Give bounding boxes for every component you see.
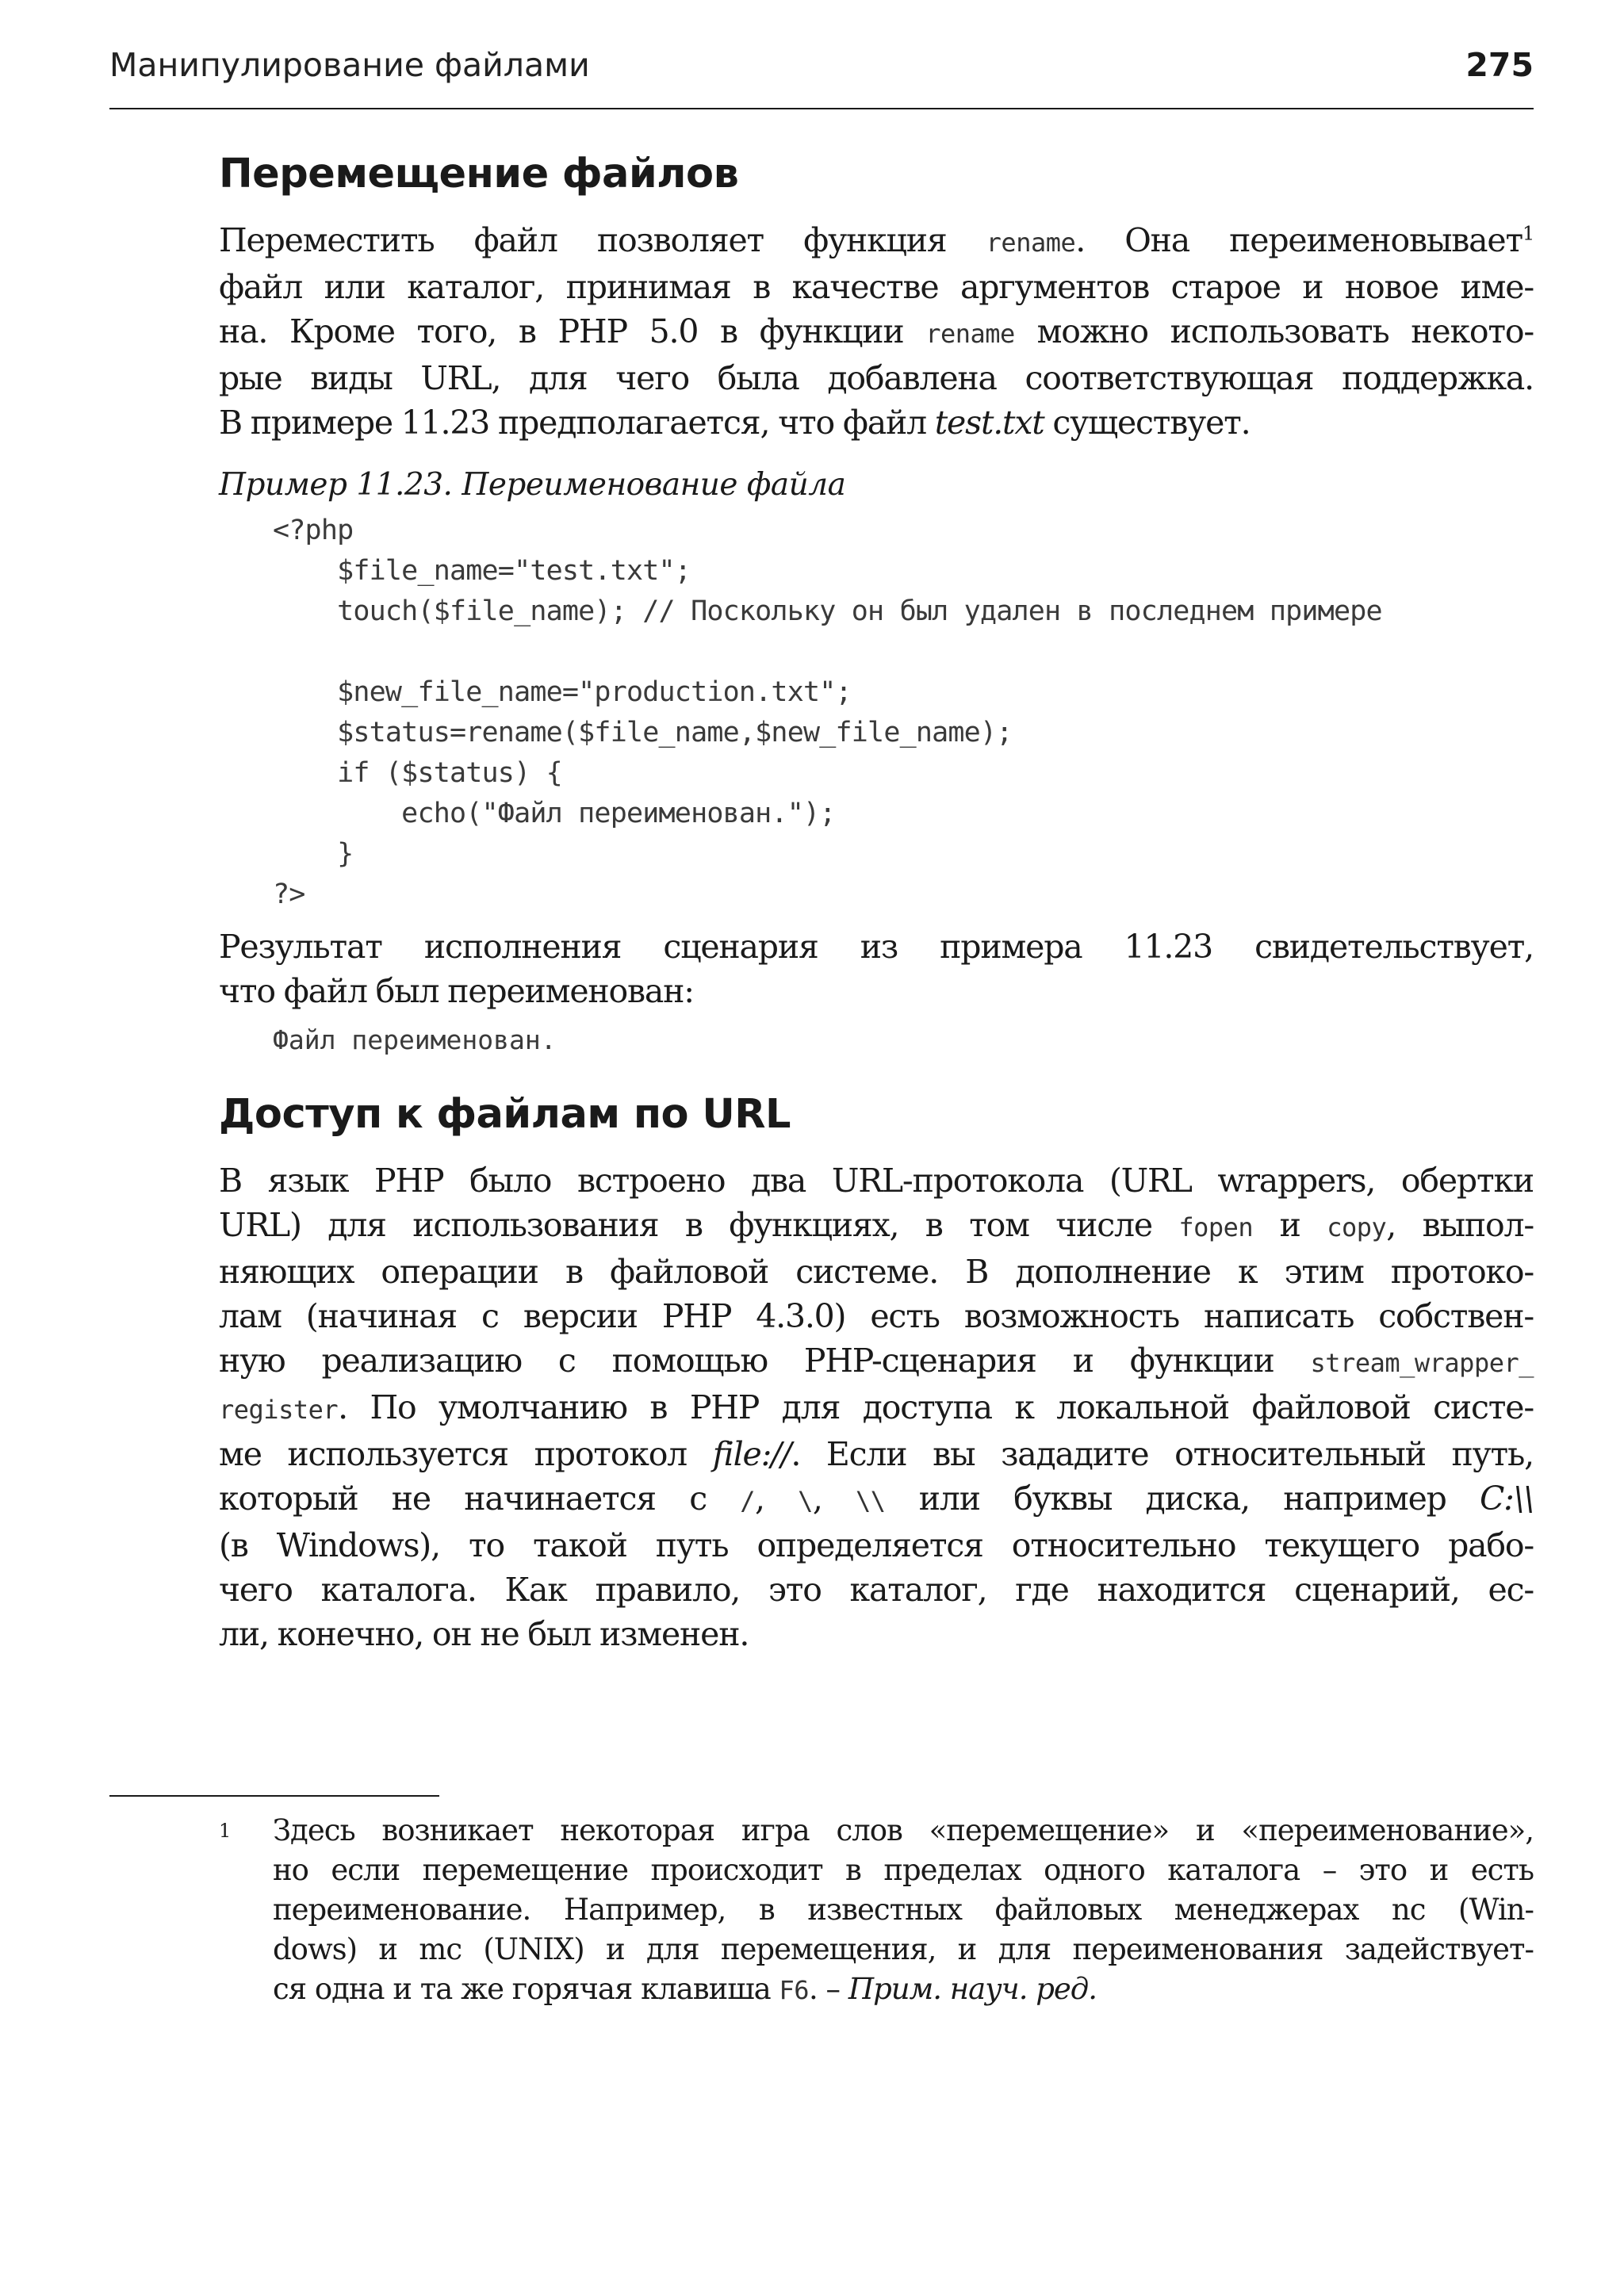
section-title-moving-files: Перемещение файлов xyxy=(219,151,739,197)
script-output: Файл переименован. xyxy=(273,1024,557,1055)
main-content xyxy=(219,151,1534,1656)
footnote-ref: 1 xyxy=(1522,222,1534,245)
running-head: Манипулирование файлами xyxy=(109,46,590,84)
section-title-url-access: Доступ к файлам по URL xyxy=(219,1091,791,1138)
text-run: , xyxy=(812,1480,856,1518)
code-line: $new_file_name="production.txt"; xyxy=(273,676,852,708)
text-run: или буквы диска, например xyxy=(885,1480,1480,1518)
text-run: ся одна и та же горячая клавиша xyxy=(273,1972,779,2006)
text-line: рые виды URL, для чего была добавлена соответствующая поддержка. xyxy=(219,359,1534,397)
text-line: dows) и mc (UNIX) и для перемещения, и для переименования задействует- xyxy=(273,1932,1534,1966)
paragraph-url-wrappers xyxy=(219,1158,1534,1656)
paragraph-result xyxy=(219,925,1534,1013)
italic-drive: C:\\ xyxy=(1479,1480,1534,1518)
text-run: на. Кроме того, в PHP 5.0 в функции xyxy=(219,312,926,350)
page-header xyxy=(109,46,1534,109)
code-line: $status=rename($file_name,$new_file_name); xyxy=(273,717,1013,748)
code-line: echo("Файл переименован."); xyxy=(273,798,836,829)
footnote-mark: 1 xyxy=(219,1820,231,1842)
footnote xyxy=(219,1811,1534,2010)
footnote-text xyxy=(273,1811,1534,2010)
text-run: , xyxy=(755,1480,799,1518)
code-line: ?> xyxy=(273,879,305,910)
inline-code: rename xyxy=(925,319,1015,349)
italic-filename: test.txt xyxy=(934,404,1044,442)
inline-code: / xyxy=(740,1486,755,1516)
inline-code: register xyxy=(219,1395,339,1425)
inline-code: \\ xyxy=(855,1486,886,1516)
text-run: . Если вы зададите относительный путь, xyxy=(791,1435,1534,1473)
text-line: В язык PHP было встроено два URL-протокола (URL wrappers, обертки xyxy=(219,1162,1534,1200)
inline-code: stream_wrapper_ xyxy=(1310,1348,1534,1378)
text-line: файл или каталог, принимая в качестве аргументов старое и новое име- xyxy=(219,268,1534,306)
italic-protocol: file:// xyxy=(712,1435,791,1473)
footnote-rule xyxy=(109,1795,439,1797)
text-run: ную реализацию с помощью PHP-сценария и функции xyxy=(219,1342,1311,1380)
page-number: 275 xyxy=(1465,46,1534,84)
code-line: touch($file_name); // Поскольку он был удален в последнем примере xyxy=(273,595,1382,627)
text-line: лам (начиная с версии PHP 4.3.0) есть возможность написать собствен- xyxy=(219,1297,1534,1335)
inline-code: fopen xyxy=(1178,1212,1254,1242)
editor-note: Прим. науч. ред. xyxy=(848,1972,1097,2006)
text-line: Результат исполнения сценария из примера 11.23 свидетельствует, xyxy=(219,928,1534,966)
text-run: Переместить файл позволяет функция xyxy=(219,221,986,259)
text-line: няющих операции в файловой системе. В дополнение к этим протоко- xyxy=(219,1253,1534,1291)
text-run: который не начинается с xyxy=(219,1480,741,1518)
text-line: (в Windows), то такой путь определяется относительно текущего рабо- xyxy=(219,1526,1534,1564)
text-run: . По умолчанию в PHP для доступа к локальной файловой систе- xyxy=(338,1388,1534,1426)
text-line: переименование. Например, в известных файловых менеджерах nc (Win- xyxy=(273,1893,1534,1927)
code-line: $file_name="test.txt"; xyxy=(273,555,691,587)
code-line: <?php xyxy=(273,515,354,546)
text-run: и xyxy=(1253,1206,1327,1244)
code-line: if ($status) { xyxy=(273,757,562,789)
text-run: , выпол- xyxy=(1386,1206,1534,1244)
inline-code: rename xyxy=(986,228,1076,258)
paragraph-rename-intro xyxy=(219,218,1534,445)
text-run: . – xyxy=(809,1972,848,2006)
text-line: что файл был переименован: xyxy=(219,972,694,1010)
text-run: можно использовать некото- xyxy=(1014,312,1534,350)
text-line: Здесь возникает некоторая игра слов «перемещение» и «переименование», xyxy=(273,1813,1534,1847)
text-run: существует. xyxy=(1044,404,1251,442)
listing-caption: Пример 11.23. Переименование файла xyxy=(219,467,846,503)
text-run: URL) для использования в функциях, в том числе xyxy=(219,1206,1179,1244)
text-line: чего каталога. Как правило, это каталог, где находится сценарий, ес- xyxy=(219,1571,1534,1609)
inline-code: F6 xyxy=(779,1975,810,2005)
text-run: . Она переименовывает xyxy=(1075,221,1522,259)
text-line: ли, конечно, он не был изменен. xyxy=(219,1615,749,1653)
inline-code: copy xyxy=(1327,1212,1387,1242)
text-run: В примере 11.23 предполагается, что файл xyxy=(219,404,935,442)
text-run: ме используется протокол xyxy=(219,1435,713,1473)
code-listing xyxy=(273,511,1534,915)
code-line: } xyxy=(273,838,354,870)
text-line: но если перемещение происходит в пределах одного каталога – это и есть xyxy=(273,1853,1534,1887)
inline-code: \ xyxy=(798,1486,813,1516)
